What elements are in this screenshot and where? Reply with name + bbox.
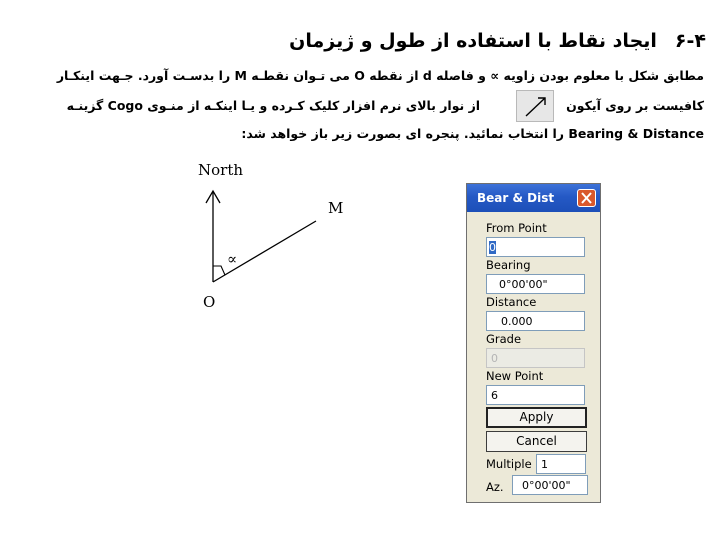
- multiple-input[interactable]: 1: [536, 454, 586, 474]
- from-point-label: From Point: [486, 221, 547, 235]
- new-point-label: New Point: [486, 369, 544, 383]
- diagonal-line-tool-icon: [523, 95, 549, 119]
- dialog-title: Bear & Dist: [477, 191, 555, 205]
- bearing-diagram: [190, 158, 360, 318]
- paragraph-line-1: مطابق شکل با معلوم بودن زاویه ∝ و فاصله d از نقطه O می تـوان نقطـه M را بدسـت آورد. جـهت اینکـار: [56, 68, 704, 83]
- cancel-button[interactable]: Cancel: [486, 431, 587, 452]
- dialog-titlebar[interactable]: [467, 184, 600, 212]
- from-point-input[interactable]: [486, 237, 585, 257]
- paragraph-line-2-right: کافیست بر روی آیکون: [566, 98, 704, 113]
- bearing-distance-tool-button[interactable]: [516, 90, 554, 122]
- section-title: ایجاد نقاط با استفاده از طول و ژیزمان: [289, 30, 657, 52]
- bearing-label: Bearing: [486, 258, 531, 272]
- paragraph-line-2-left: از نوار بالای نرم افزار کلیک کـرده و یـا اینکـه از منـوی Cogo گزینـه: [66, 98, 481, 113]
- angle-marker: [213, 266, 225, 275]
- multiple-label: Multiple: [486, 457, 532, 471]
- close-button[interactable]: [577, 189, 596, 207]
- distance-input[interactable]: 0.000: [486, 311, 585, 331]
- point-m-label: M: [328, 199, 344, 217]
- bearing-input[interactable]: 0°00'00": [486, 274, 585, 294]
- new-point-input[interactable]: 6: [486, 385, 585, 405]
- north-label: North: [198, 161, 244, 179]
- az-input[interactable]: 0°00'00": [512, 475, 588, 495]
- grade-label: Grade: [486, 332, 522, 346]
- apply-button[interactable]: Apply: [486, 407, 587, 428]
- bear-dist-dialog: [466, 183, 601, 503]
- section-heading: [16, 30, 706, 52]
- paragraph-line-2: [14, 98, 704, 113]
- from-point-value: 0: [489, 241, 496, 254]
- grade-input: 0: [486, 348, 585, 368]
- az-label: Az.: [486, 480, 504, 494]
- paragraph-line-3: Bearing & Distance را انتخاب نمائید. پنجره ای بصورت زیر باز خواهد شد:: [241, 126, 704, 141]
- angle-alpha-label: ∝: [227, 250, 238, 268]
- distance-label: Distance: [486, 295, 537, 309]
- close-icon: [581, 192, 592, 204]
- point-o-label: O: [203, 293, 216, 311]
- section-number: ۶-۴: [674, 30, 706, 52]
